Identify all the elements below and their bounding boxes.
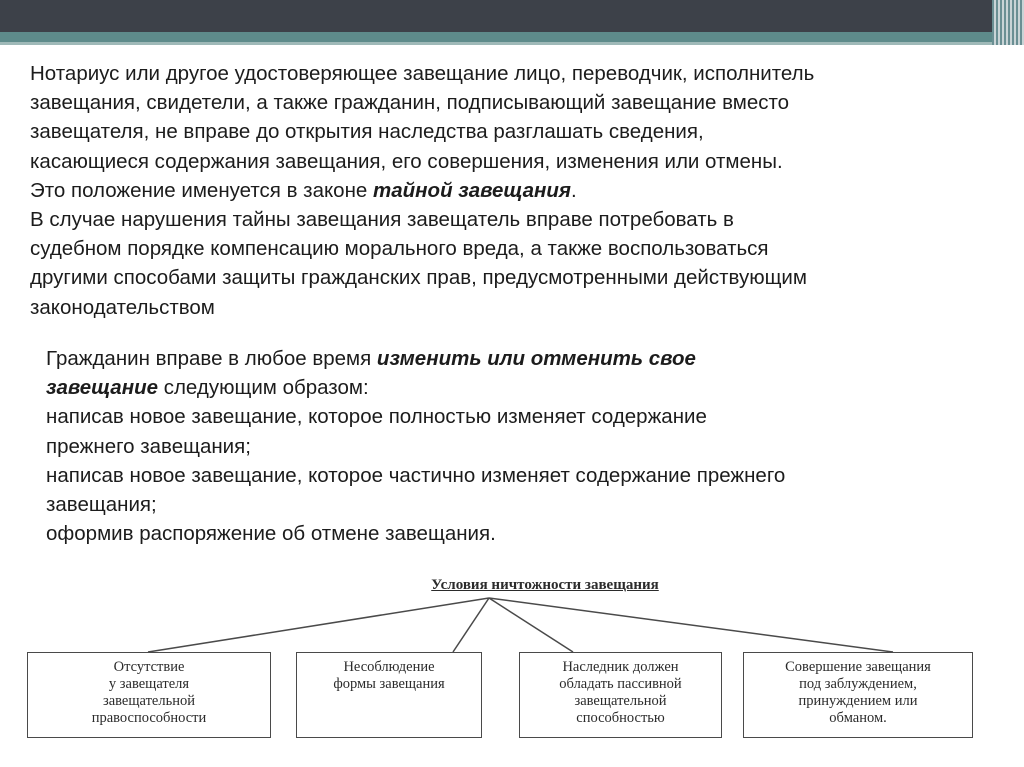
box-line: формы завещания bbox=[333, 676, 445, 692]
condition-box-form bbox=[296, 652, 482, 738]
box-line: способностью bbox=[576, 710, 665, 726]
nullity-conditions-diagram bbox=[0, 560, 1024, 767]
text-line: касающиеся содержания завещания, его совершения, изменения или отмены. bbox=[30, 149, 783, 173]
header-accent-line bbox=[0, 42, 1024, 45]
text-line: написав новое завещание, которое частично изменяет содержание прежнего bbox=[46, 463, 786, 487]
connector-line bbox=[148, 598, 489, 652]
box-line: правоспособности bbox=[91, 710, 207, 726]
text-fragment: Это положение именуется в законе bbox=[30, 178, 374, 202]
text-line: Нотариус или другое удостоверяющее завещание лицо, переводчик, исполнитель bbox=[30, 62, 815, 85]
text-line bbox=[30, 176, 1020, 205]
text-fragment: . bbox=[570, 178, 577, 202]
text-fragment: следующим образом: bbox=[158, 376, 369, 400]
box-line: Несоблюдение bbox=[343, 659, 435, 675]
condition-box-duress bbox=[743, 652, 973, 738]
text-line: оформив распоряжение об отмене завещания. bbox=[46, 522, 496, 546]
box-line: Наследник должен bbox=[562, 659, 679, 675]
text-line: завещания; bbox=[46, 493, 157, 517]
box-line: завещательной bbox=[574, 693, 667, 709]
box-line: обладать пассивной bbox=[559, 676, 682, 692]
connector-line bbox=[453, 598, 489, 652]
text-line: завещания, свидетели, а также гражданин, подписывающий завещание вместо bbox=[30, 91, 790, 115]
text-fragment: Гражданин вправе в любое время bbox=[46, 347, 377, 370]
box-line: Совершение завещания bbox=[785, 659, 931, 675]
box-line: у завещателя bbox=[108, 676, 190, 692]
text-line: прежнего завещания; bbox=[46, 434, 251, 458]
box-line: принуждением или bbox=[798, 693, 918, 709]
highlighted-term: завещание bbox=[46, 376, 159, 400]
condition-box-legal-capacity bbox=[27, 652, 271, 738]
highlighted-term: тайной завещания bbox=[373, 178, 571, 202]
box-line: Отсутствие bbox=[113, 659, 185, 675]
box-line: под заблуждением, bbox=[799, 676, 917, 692]
highlighted-term: изменить или отменить свое bbox=[376, 347, 696, 370]
connector-line bbox=[489, 598, 573, 652]
text-line: написав новое завещание, которое полностью изменяет содержание bbox=[46, 405, 707, 429]
paragraph-will-revocation bbox=[46, 344, 1006, 548]
header-bar bbox=[0, 0, 1024, 32]
corner-decoration bbox=[992, 0, 1024, 45]
diagram-title: Условия ничтожности завещания bbox=[431, 577, 659, 593]
box-line: завещательной bbox=[103, 693, 195, 709]
condition-box-heir-capacity bbox=[519, 652, 722, 738]
box-line: обманом. bbox=[829, 710, 887, 726]
text-line bbox=[46, 344, 1006, 373]
text-line: завещателя, не вправе до открытия наследства разглашать сведения, bbox=[30, 120, 704, 144]
header-accent-strip bbox=[0, 32, 1024, 42]
connector-line bbox=[489, 598, 893, 652]
paragraph-will-secrecy bbox=[30, 59, 1020, 322]
text-line: судебном порядке компенсацию морального вреда, а также воспользоваться bbox=[30, 237, 769, 261]
text-line: другими способами защиты гражданских прав, предусмотренными действующим bbox=[30, 266, 807, 290]
text-line: В случае нарушения тайны завещания завещатель вправе потребовать в bbox=[30, 208, 734, 232]
text-line: законодательством bbox=[30, 295, 215, 319]
text-line bbox=[46, 373, 1006, 402]
